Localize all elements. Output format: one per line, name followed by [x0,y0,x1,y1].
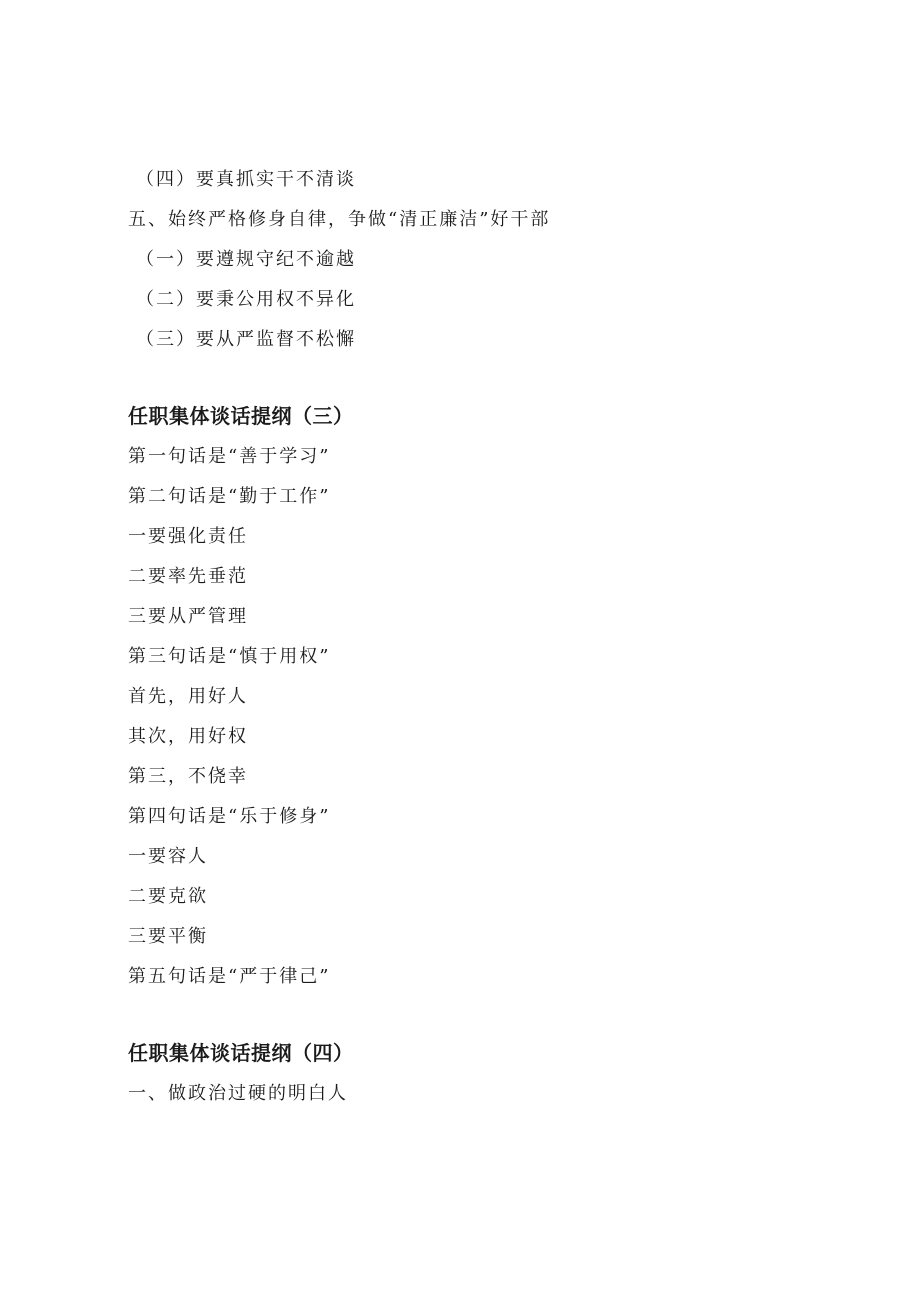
point-5-title: 五、始终严格修身自律，争做“清正廉洁”好干部 [128,209,551,230]
outline-3-line-7: 首先，用好人 [128,686,248,707]
outline-3-line-10: 第四句话是“乐于修身” [128,806,331,827]
outline-3-line-13: 三要平衡 [128,926,208,947]
outline-3-line-4: 二要率先垂范 [128,566,248,587]
outline-4-line-1: 一、做政治过硬的明白人 [128,1083,348,1104]
outline-3-line-5: 三要从严管理 [128,606,248,627]
outline-3-line-8: 其次，用好权 [128,726,248,747]
point-5-sub-item-1: （一）要遵规守纪不逾越 [136,249,356,270]
outline-3-line-1: 第一句话是“善于学习” [128,446,331,467]
outline-3-line-9: 第三，不侥幸 [128,766,248,787]
outline-3-line-2: 第二句话是“勤于工作” [128,486,331,507]
point-5-sub-item-3: （三）要从严监督不松懈 [136,329,356,350]
outline-3-heading: 任职集体谈话提纲（三） [128,404,354,428]
outline-3-line-14: 第五句话是“严于律己” [128,966,331,987]
outline-4-heading: 任职集体谈话提纲（四） [128,1041,354,1065]
sub-item-4: （四）要真抓实干不清谈 [136,169,356,190]
outline-3-line-12: 二要克欲 [128,886,208,907]
outline-3-line-3: 一要强化责任 [128,526,248,547]
outline-3-line-11: 一要容人 [128,846,208,867]
outline-3-line-6: 第三句话是“慎于用权” [128,646,331,667]
point-5-sub-item-2: （二）要秉公用权不异化 [136,289,356,310]
